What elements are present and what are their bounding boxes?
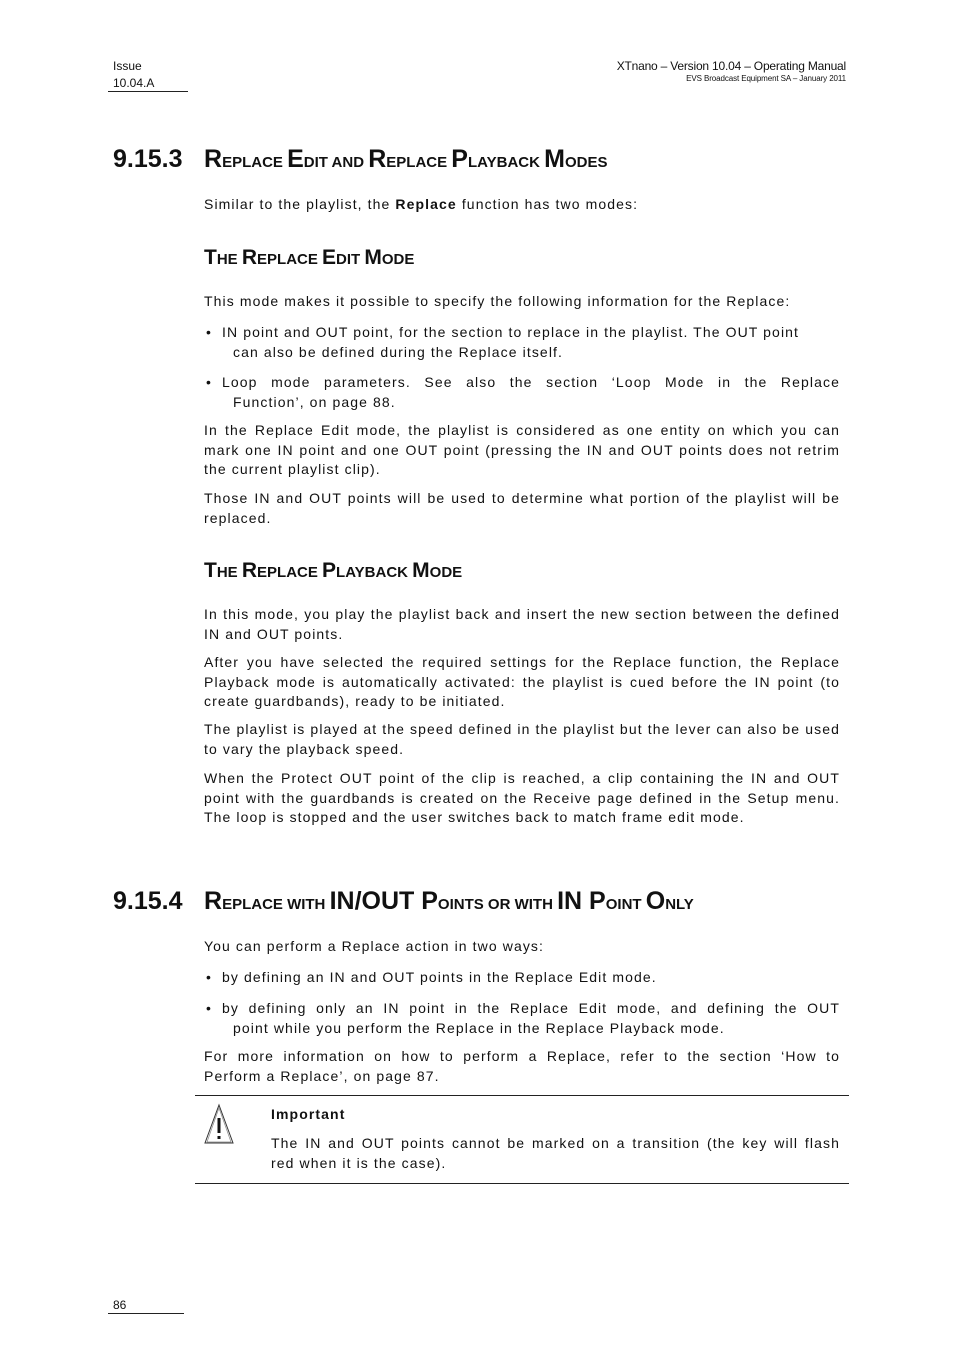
playback-mode-paragraph: The playlist is played at the speed defined in the playlist but the lever can also be used to vary the playback speed.	[204, 721, 840, 757]
section-number: 9.15.4	[113, 887, 183, 915]
header-divider	[108, 91, 188, 92]
note-title: Important	[271, 1106, 346, 1122]
issue-label: Issue	[113, 59, 142, 73]
bullet-icon: •	[206, 374, 213, 390]
section-title: REPLACE EDIT AND REPLACE PLAYBACK MODES	[204, 145, 608, 173]
playback-mode-paragraph: In this mode, you play the playlist back and insert the new section between the defined IN and OUT points.	[204, 606, 840, 642]
playback-mode-paragraph: After you have selected the required settings for the Replace function, the Replace Playback mode is automatically activated: the playlist is cued before the IN point (to create guardbands), ready to be initiated.	[204, 654, 840, 709]
playback-mode-paragraph: When the Protect OUT point of the clip is reached, a clip containing the IN and OUT point with the guardbands is created on the Receive page defined in the Setup menu. The loop is stopped and the user switches back to match frame edit mode.	[204, 770, 840, 825]
manual-title: XTnano – Version 10.04 – Operating Manual	[616, 59, 846, 73]
list-item: • Loop mode parameters. See also the section ‘Loop Mode in the Replace Function’, on page 88.	[206, 374, 840, 410]
page-number: 86	[113, 1298, 127, 1312]
edit-mode-paragraph: Those IN and OUT points will be used to determine what portion of the playlist will be replaced.	[204, 490, 840, 526]
edit-mode-paragraph: In the Replace Edit mode, the playlist is considered as one entity on which you can mark one IN point and one OUT point (pressing the IN and OUT points does not retrim the current playlist clip).	[204, 422, 840, 477]
bullet-icon: •	[206, 1000, 213, 1016]
note-top-rule	[195, 1095, 849, 1096]
section-2-paragraph: For more information on how to perform a Replace, refer to the section ‘How to Perform a Replace’, on page 87.	[204, 1048, 840, 1084]
list-item: • by defining an IN and OUT points in the Replace Edit mode.	[204, 968, 840, 988]
bullet-icon: •	[206, 324, 213, 340]
note-bottom-rule	[195, 1183, 849, 1184]
list-item: • IN point and OUT point, for the section to replace in the playlist. The OUT point can also be defined during the Replace itself.	[206, 324, 800, 360]
list-item: • by defining only an IN point in the Replace Edit mode, and defining the OUT point while you perform the Replace in the Replace Playback mode.	[206, 1000, 840, 1036]
issue-number: 10.04.A	[113, 76, 155, 90]
footer-divider	[108, 1313, 184, 1314]
bullet-icon: •	[206, 969, 213, 985]
warning-triangle-icon	[203, 1103, 235, 1145]
section-heading-9-15-3	[113, 144, 607, 178]
section-title: REPLACE WITH IN/OUT POINTS OR WITH IN POINT ONLY	[204, 887, 694, 915]
subsection-heading-edit-mode: THE REPLACE EDIT MODE	[204, 246, 415, 269]
section-2-intro: You can perform a Replace action in two ways:	[204, 938, 545, 954]
company-date: EVS Broadcast Equipment SA – January 2011	[686, 74, 846, 83]
section-intro: Similar to the playlist, the Replace function has two modes:	[204, 196, 639, 212]
section-heading-9-15-4	[113, 886, 694, 920]
subsection-heading-playback-mode: THE REPLACE PLAYBACK MODE	[204, 559, 463, 582]
section-number: 9.15.3	[113, 145, 183, 173]
edit-mode-intro: This mode makes it possible to specify the following information for the Replace:	[204, 293, 791, 309]
note-text: The IN and OUT points cannot be marked on a transition (the key will flash red when it is the case).	[271, 1135, 840, 1171]
